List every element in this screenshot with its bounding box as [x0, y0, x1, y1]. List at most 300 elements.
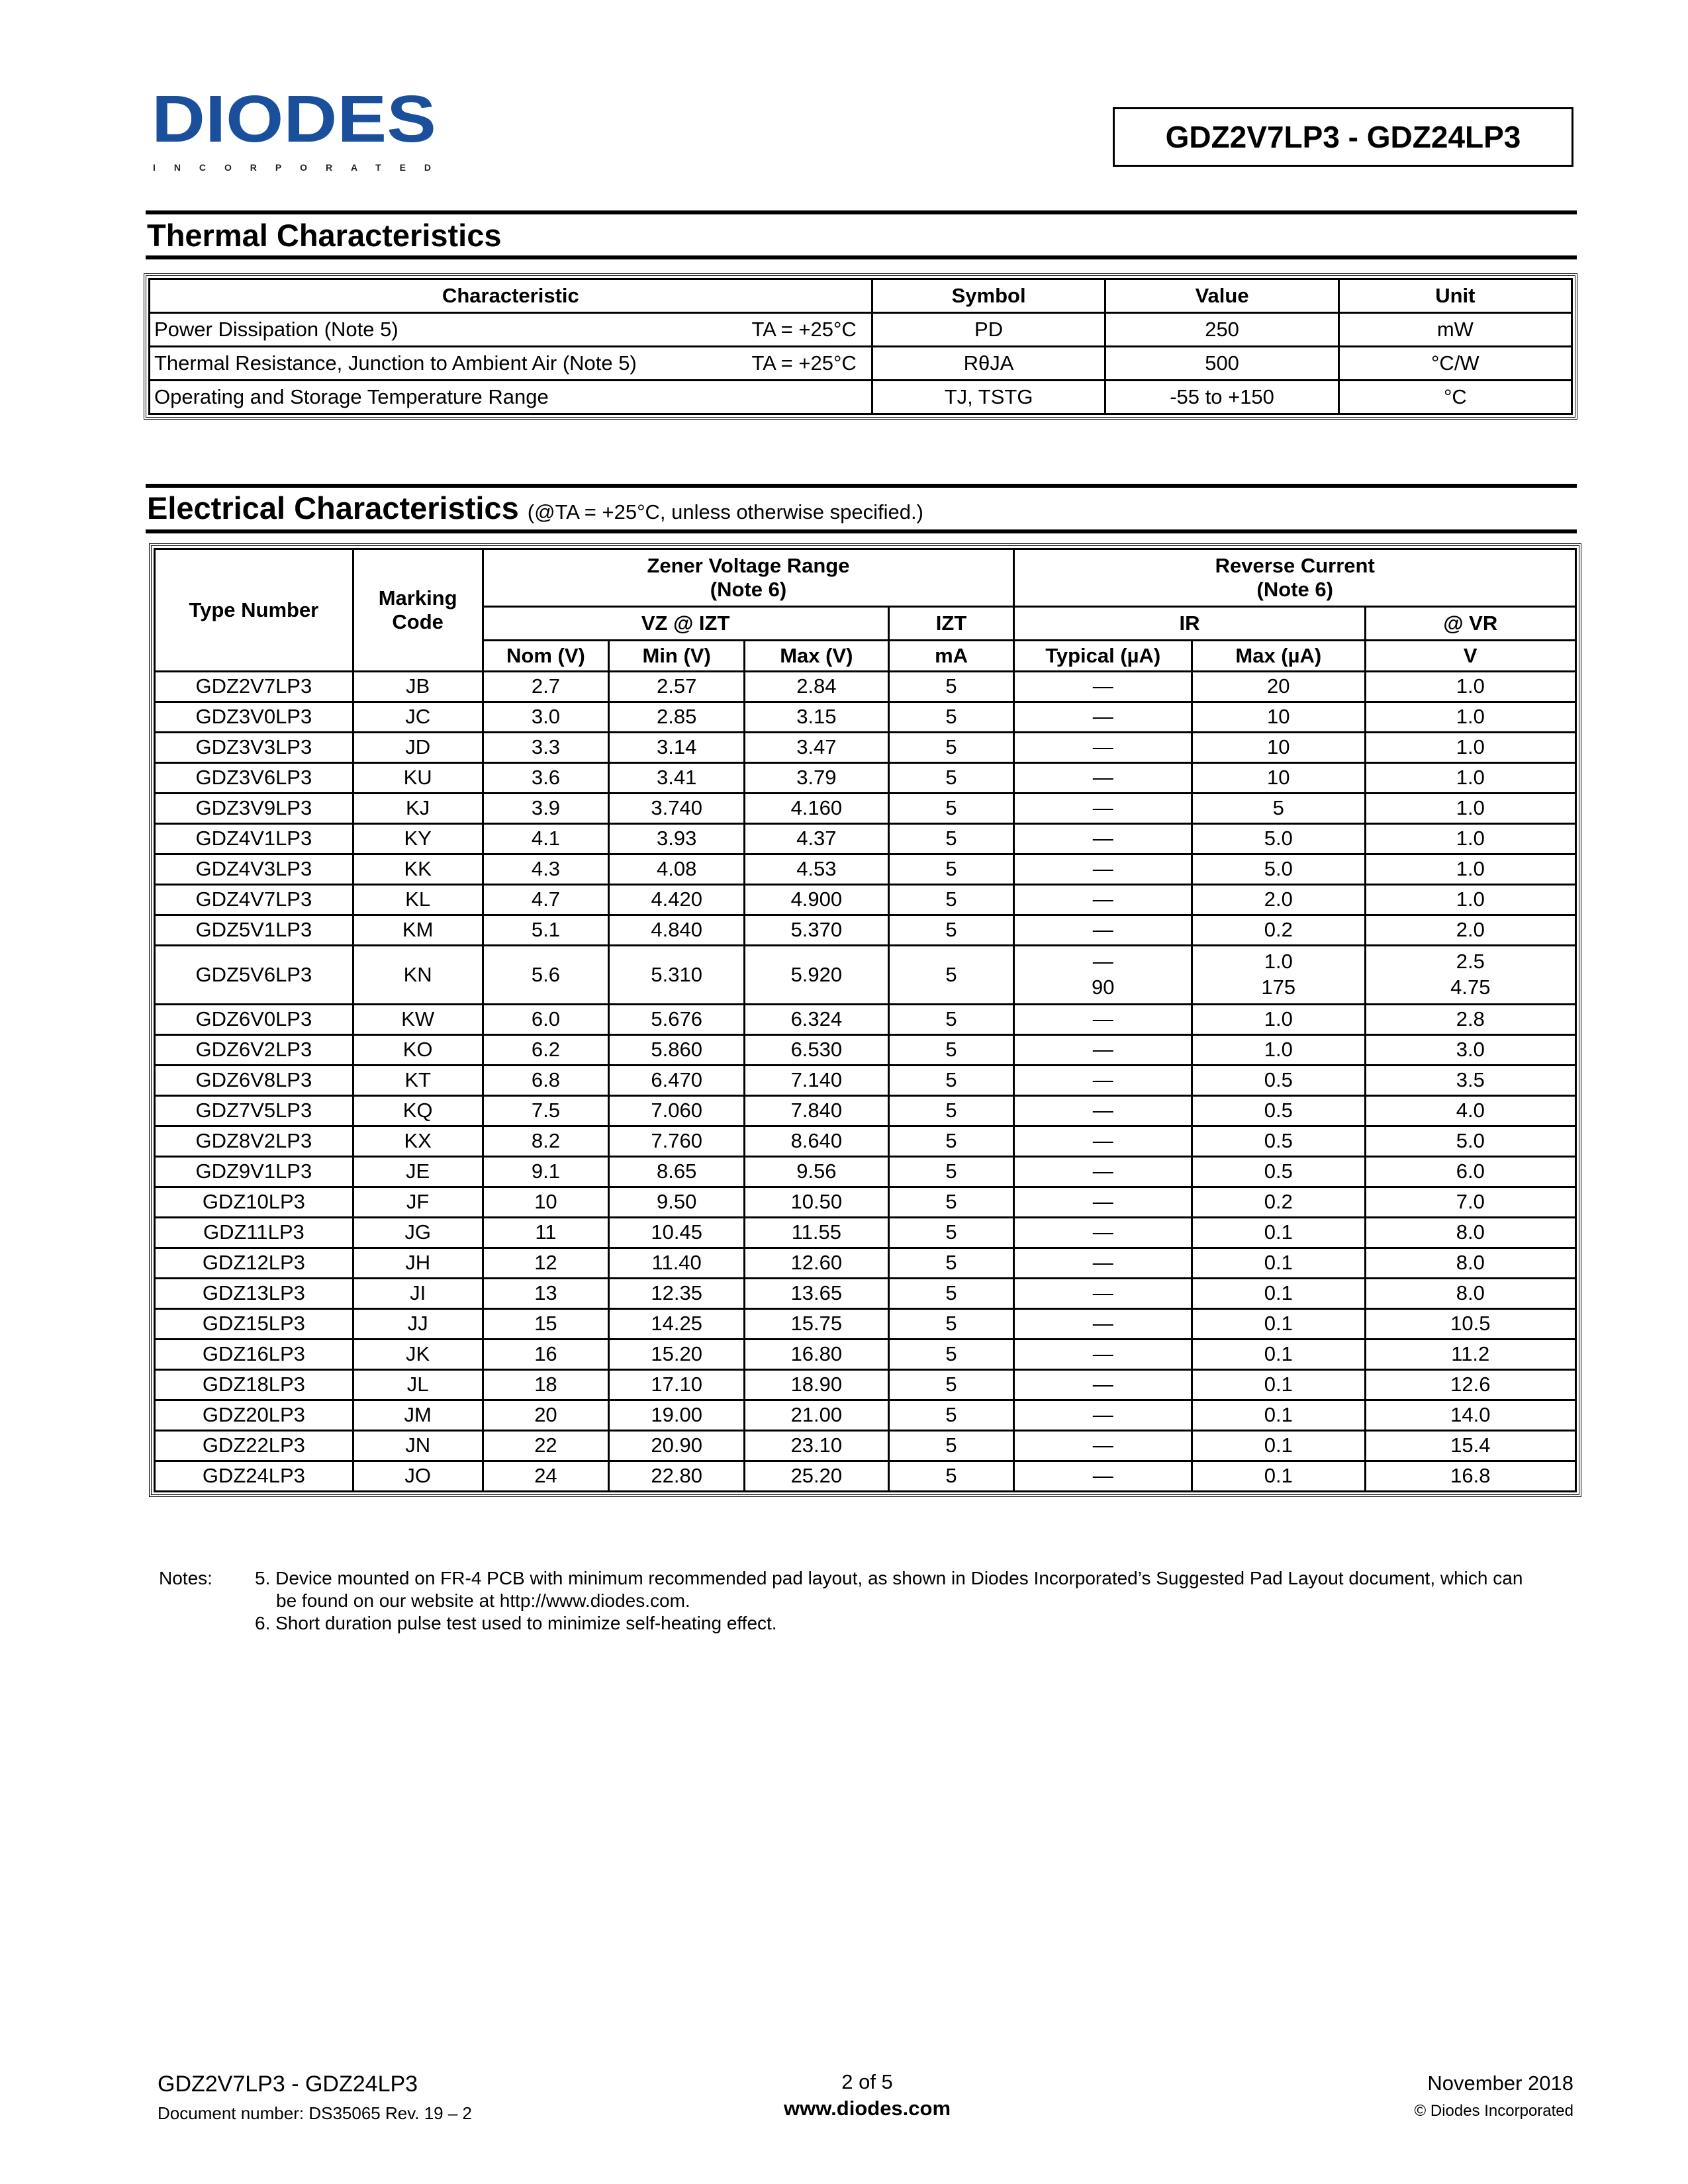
condition-text: TA = +25°C: [751, 351, 857, 375]
vz-max-cell: 16.80: [745, 1340, 889, 1370]
unit-cell: mW: [1338, 313, 1571, 347]
izt-cell: 5: [888, 763, 1014, 794]
marking-code-cell: JM: [353, 1400, 483, 1431]
vr-cell: 4.0: [1365, 1096, 1575, 1126]
type-number-cell: GDZ3V3LP3: [155, 733, 353, 763]
vr-cell: 2.8: [1365, 1005, 1575, 1035]
vr-cell: 1.0: [1365, 702, 1575, 733]
ir-typical-cell: —: [1014, 854, 1192, 885]
group-label: Reverse Current: [1215, 554, 1375, 577]
vz-nom-cell: 4.3: [483, 854, 609, 885]
type-number-cell: GDZ6V0LP3: [155, 1005, 353, 1035]
izt-cell: 5: [888, 1096, 1014, 1126]
marking-code-cell: KY: [353, 824, 483, 854]
table-row: [155, 1400, 1576, 1431]
vr-cell: 8.0: [1365, 1218, 1575, 1248]
marking-code-cell: JL: [353, 1370, 483, 1400]
ir-max-value: 1.0: [1264, 950, 1293, 974]
ir-max-cell: 0.1: [1192, 1461, 1366, 1492]
table-row: [155, 1035, 1576, 1066]
col-vz-izt: VZ @ IZT: [483, 607, 888, 641]
izt-cell: 5: [888, 1035, 1014, 1066]
table-row: [155, 733, 1576, 763]
table-row: [155, 763, 1576, 794]
vz-min-cell: 7.760: [609, 1126, 745, 1157]
vz-nom-cell: 5.6: [483, 946, 609, 1005]
type-number-cell: GDZ4V3LP3: [155, 854, 353, 885]
ir-max-cell: 10: [1192, 702, 1366, 733]
table-row: [155, 1218, 1576, 1248]
vz-nom-cell: 24: [483, 1461, 609, 1492]
vz-min-cell: 12.35: [609, 1279, 745, 1309]
type-number-cell: GDZ3V0LP3: [155, 702, 353, 733]
ir-typical-cell: —: [1014, 794, 1192, 824]
izt-cell: 5: [888, 1126, 1014, 1157]
vz-min-cell: 7.060: [609, 1096, 745, 1126]
ir-typical-cell: —: [1014, 824, 1192, 854]
symbol-cell: RθJA: [872, 347, 1105, 381]
col-max: Max (V): [745, 641, 889, 672]
ir-max-cell: 1.0: [1192, 1005, 1366, 1035]
vz-nom-cell: 9.1: [483, 1157, 609, 1187]
characteristic-cell: [150, 347, 872, 381]
marking-code-cell: JF: [353, 1187, 483, 1218]
marking-code-cell: KT: [353, 1066, 483, 1096]
vr-value: 4.75: [1450, 976, 1491, 999]
unit-cell: °C: [1338, 381, 1571, 414]
characteristic-text: Thermal Resistance, Junction to Ambient Air (Note 5): [154, 351, 637, 375]
marking-code-cell: JO: [353, 1461, 483, 1492]
ir-typical-cell: —: [1014, 702, 1192, 733]
vz-max-cell: 18.90: [745, 1370, 889, 1400]
table-row: [155, 1431, 1576, 1461]
table-row: [155, 1248, 1576, 1279]
marking-code-cell: KQ: [353, 1096, 483, 1126]
vz-nom-cell: 2.7: [483, 672, 609, 702]
ir-typical-cell: —: [1014, 1248, 1192, 1279]
vr-cell: 14.0: [1365, 1400, 1575, 1431]
thermal-heading: Thermal Characteristics: [147, 218, 502, 253]
vz-nom-cell: 18: [483, 1370, 609, 1400]
type-number-cell: GDZ4V1LP3: [155, 824, 353, 854]
marking-code-cell: JE: [353, 1157, 483, 1187]
type-number-cell: GDZ8V2LP3: [155, 1126, 353, 1157]
vz-max-cell: 6.530: [745, 1035, 889, 1066]
ir-max-cell: 2.0: [1192, 885, 1366, 915]
ir-max-cell: 0.5: [1192, 1096, 1366, 1126]
col-symbol: Symbol: [872, 279, 1105, 313]
vz-max-cell: 3.79: [745, 763, 889, 794]
type-number-cell: GDZ24LP3: [155, 1461, 353, 1492]
ir-typical-value: —: [1092, 950, 1113, 974]
ir-max-cell: [1192, 946, 1366, 1005]
vr-cell: 1.0: [1365, 763, 1575, 794]
ir-typical-cell: —: [1014, 1157, 1192, 1187]
izt-cell: 5: [888, 794, 1014, 824]
vz-max-cell: 21.00: [745, 1400, 889, 1431]
ir-typical-cell: —: [1014, 1126, 1192, 1157]
footer-page: 2 of 5: [841, 2070, 893, 2093]
vr-cell: 1.0: [1365, 824, 1575, 854]
table-row: [155, 1157, 1576, 1187]
table-row: [155, 1279, 1576, 1309]
vr-value: 2.5: [1456, 950, 1485, 974]
vz-max-cell: 25.20: [745, 1461, 889, 1492]
electrical-title: Electrical Characteristics: [147, 490, 519, 525]
ir-typical-value: 90: [1091, 976, 1115, 999]
vz-max-cell: 3.15: [745, 702, 889, 733]
table-row: [155, 1370, 1576, 1400]
vz-min-cell: 6.470: [609, 1066, 745, 1096]
vr-cell: 3.0: [1365, 1035, 1575, 1066]
ir-max-cell: 0.2: [1192, 915, 1366, 946]
izt-cell: 5: [888, 1066, 1014, 1096]
type-number-cell: GDZ9V1LP3: [155, 1157, 353, 1187]
vz-min-cell: 17.10: [609, 1370, 745, 1400]
symbol-cell: PD: [872, 313, 1105, 347]
marking-code-cell: JB: [353, 672, 483, 702]
ir-typical-cell: —: [1014, 1035, 1192, 1066]
ir-typical-cell: —: [1014, 1279, 1192, 1309]
table-header-row: [155, 549, 1576, 607]
ir-max-cell: 0.2: [1192, 1187, 1366, 1218]
ir-typical-cell: —: [1014, 1431, 1192, 1461]
marking-code-cell: KM: [353, 915, 483, 946]
note-5: 5. Device mounted on FR-4 PCB with minimum recommended pad layout, as shown in Diodes Incorporated’s Suggested Pad Layout document, which can: [255, 1568, 1523, 1588]
group-note: (Note 6): [1256, 578, 1333, 601]
divider: [146, 484, 1577, 488]
izt-cell: 5: [888, 672, 1014, 702]
vz-max-cell: 4.900: [745, 885, 889, 915]
value-cell: 500: [1105, 347, 1338, 381]
type-number-cell: GDZ20LP3: [155, 1400, 353, 1431]
izt-cell: 5: [888, 1431, 1014, 1461]
ir-typical-cell: —: [1014, 1461, 1192, 1492]
vr-cell: 2.0: [1365, 915, 1575, 946]
col-unit: Unit: [1338, 279, 1571, 313]
col-v: V: [1365, 641, 1575, 672]
vz-nom-cell: 16: [483, 1340, 609, 1370]
ir-max-cell: 20: [1192, 672, 1366, 702]
vz-nom-cell: 7.5: [483, 1096, 609, 1126]
vz-min-cell: 10.45: [609, 1218, 745, 1248]
izt-cell: 5: [888, 854, 1014, 885]
type-number-cell: GDZ11LP3: [155, 1218, 353, 1248]
vz-min-cell: 5.676: [609, 1005, 745, 1035]
izt-cell: 5: [888, 915, 1014, 946]
svg-text:DIODES: DIODES: [152, 90, 436, 156]
condition-text: TA = +25°C: [751, 318, 857, 341]
vr-cell: 1.0: [1365, 854, 1575, 885]
izt-cell: 5: [888, 1370, 1014, 1400]
characteristic-cell: [150, 313, 872, 347]
table-row: [155, 702, 1576, 733]
table-row: [155, 1340, 1576, 1370]
type-number-cell: GDZ2V7LP3: [155, 672, 353, 702]
izt-cell: 5: [888, 824, 1014, 854]
footer-doc-number: Document number: DS35065 Rev. 19 – 2: [158, 2103, 473, 2123]
marking-code-cell: JK: [353, 1340, 483, 1370]
vz-nom-cell: 8.2: [483, 1126, 609, 1157]
characteristic-text: Power Dissipation (Note 5): [154, 318, 399, 341]
marking-code-cell: KK: [353, 854, 483, 885]
footer-website-link[interactable]: www.diodes.com: [783, 2097, 951, 2120]
ir-max-cell: 5: [1192, 794, 1366, 824]
vz-max-cell: 6.324: [745, 1005, 889, 1035]
vz-min-cell: 3.41: [609, 763, 745, 794]
col-characteristic: Characteristic: [150, 279, 872, 313]
ir-typical-cell: —: [1014, 1005, 1192, 1035]
vz-max-cell: 8.640: [745, 1126, 889, 1157]
vz-max-cell: 13.65: [745, 1279, 889, 1309]
izt-cell: 5: [888, 1309, 1014, 1340]
vz-max-cell: 4.160: [745, 794, 889, 824]
izt-cell: 5: [888, 885, 1014, 915]
ir-typical-cell: —: [1014, 733, 1192, 763]
table-row: [155, 1309, 1576, 1340]
ir-max-cell: 0.1: [1192, 1431, 1366, 1461]
ir-max-cell: 0.1: [1192, 1400, 1366, 1431]
vz-min-cell: 19.00: [609, 1400, 745, 1431]
vz-min-cell: 22.80: [609, 1461, 745, 1492]
divider: [146, 255, 1577, 259]
vr-cell: [1365, 946, 1575, 1005]
col-value: Value: [1105, 279, 1338, 313]
table-row: [155, 1066, 1576, 1096]
ir-typical-cell: —: [1014, 1187, 1192, 1218]
izt-cell: 5: [888, 1187, 1014, 1218]
vz-min-cell: 4.420: [609, 885, 745, 915]
izt-cell: 5: [888, 702, 1014, 733]
izt-cell: 5: [888, 946, 1014, 1005]
vz-min-cell: 4.08: [609, 854, 745, 885]
thermal-table: [144, 273, 1577, 420]
ir-max-cell: 0.1: [1192, 1340, 1366, 1370]
vz-min-cell: 9.50: [609, 1187, 745, 1218]
izt-cell: 5: [888, 1340, 1014, 1370]
marking-code-cell: JN: [353, 1431, 483, 1461]
col-max-ua: Max (µA): [1192, 641, 1366, 672]
marking-code-cell: KU: [353, 763, 483, 794]
ir-max-cell: 5.0: [1192, 854, 1366, 885]
vz-nom-cell: 5.1: [483, 915, 609, 946]
table-row: [150, 381, 1572, 414]
vz-min-cell: 3.740: [609, 794, 745, 824]
vz-nom-cell: 6.2: [483, 1035, 609, 1066]
type-number-cell: GDZ10LP3: [155, 1187, 353, 1218]
ir-typical-cell: —: [1014, 1370, 1192, 1400]
electrical-heading: [147, 490, 923, 526]
footer-copyright: © Diodes Incorporated: [1414, 2102, 1573, 2120]
divider: [146, 529, 1577, 533]
vr-cell: 15.4: [1365, 1431, 1575, 1461]
marking-code-cell: KN: [353, 946, 483, 1005]
vr-cell: 16.8: [1365, 1461, 1575, 1492]
vz-min-cell: 5.860: [609, 1035, 745, 1066]
vr-cell: 10.5: [1365, 1309, 1575, 1340]
note-6: 6. Short duration pulse test used to minimize self-heating effect.: [255, 1613, 777, 1633]
marking-code-cell: JH: [353, 1248, 483, 1279]
diodes-logo: [152, 90, 443, 173]
marking-code-cell: JG: [353, 1218, 483, 1248]
ir-typical-cell: —: [1014, 763, 1192, 794]
ir-max-cell: 0.5: [1192, 1066, 1366, 1096]
svg-text:INCORPORATED: INCORPORATED: [153, 162, 431, 173]
vz-max-cell: 23.10: [745, 1431, 889, 1461]
table-row: [155, 794, 1576, 824]
type-number-cell: GDZ5V6LP3: [155, 946, 353, 1005]
marking-code-cell: JJ: [353, 1309, 483, 1340]
table-row: [155, 885, 1576, 915]
marking-code-cell: KO: [353, 1035, 483, 1066]
col-at-vr: @ VR: [1365, 607, 1575, 641]
group-note: (Note 6): [710, 578, 787, 601]
type-number-cell: GDZ6V2LP3: [155, 1035, 353, 1066]
type-number-cell: GDZ22LP3: [155, 1431, 353, 1461]
part-range-title: GDZ2V7LP3 - GDZ24LP3: [1113, 107, 1573, 167]
vr-cell: 5.0: [1365, 1126, 1575, 1157]
type-number-cell: GDZ16LP3: [155, 1340, 353, 1370]
ir-max-value: 175: [1261, 976, 1296, 999]
vz-min-cell: 8.65: [609, 1157, 745, 1187]
vr-cell: 3.5: [1365, 1066, 1575, 1096]
vz-max-cell: 3.47: [745, 733, 889, 763]
unit-cell: °C/W: [1338, 347, 1571, 381]
vz-max-cell: 9.56: [745, 1157, 889, 1187]
vz-min-cell: 20.90: [609, 1431, 745, 1461]
izt-cell: 5: [888, 1218, 1014, 1248]
ir-typical-cell: —: [1014, 1218, 1192, 1248]
type-number-cell: GDZ12LP3: [155, 1248, 353, 1279]
table-row: [155, 946, 1576, 1005]
col-ir: IR: [1014, 607, 1365, 641]
vz-min-cell: 4.840: [609, 915, 745, 946]
col-izt: IZT: [888, 607, 1014, 641]
vz-max-cell: 5.370: [745, 915, 889, 946]
ir-max-cell: 0.1: [1192, 1370, 1366, 1400]
vr-cell: 11.2: [1365, 1340, 1575, 1370]
vz-nom-cell: 3.3: [483, 733, 609, 763]
marking-code-cell: JI: [353, 1279, 483, 1309]
vz-max-cell: 2.84: [745, 672, 889, 702]
marking-code-cell: KX: [353, 1126, 483, 1157]
col-nom: Nom (V): [483, 641, 609, 672]
col-min: Min (V): [609, 641, 745, 672]
marking-code-cell: KJ: [353, 794, 483, 824]
electrical-table: [149, 543, 1581, 1497]
marking-code-cell: KL: [353, 885, 483, 915]
ir-typical-cell: [1014, 946, 1192, 1005]
vz-max-cell: 11.55: [745, 1218, 889, 1248]
notes: [159, 1567, 1605, 1635]
vr-cell: 1.0: [1365, 672, 1575, 702]
ir-max-cell: 10: [1192, 763, 1366, 794]
ir-typical-cell: —: [1014, 1066, 1192, 1096]
vz-min-cell: 11.40: [609, 1248, 745, 1279]
vz-max-cell: 10.50: [745, 1187, 889, 1218]
type-number-cell: GDZ18LP3: [155, 1370, 353, 1400]
footer-part-range: GDZ2V7LP3 - GDZ24LP3: [158, 2071, 418, 2097]
type-number-cell: GDZ7V5LP3: [155, 1096, 353, 1126]
vz-nom-cell: 4.7: [483, 885, 609, 915]
marking-code-cell: JD: [353, 733, 483, 763]
marking-code-cell: KW: [353, 1005, 483, 1035]
izt-cell: 5: [888, 1157, 1014, 1187]
vz-nom-cell: 11: [483, 1218, 609, 1248]
vz-max-cell: 5.920: [745, 946, 889, 1005]
vz-max-cell: 4.53: [745, 854, 889, 885]
electrical-subtitle: (@TA = +25°C, unless otherwise specified.): [527, 500, 923, 523]
ir-max-cell: 0.5: [1192, 1126, 1366, 1157]
group-zener-voltage: [483, 549, 1014, 607]
table-row: [155, 1096, 1576, 1126]
ir-typical-cell: —: [1014, 1309, 1192, 1340]
vr-cell: 1.0: [1365, 733, 1575, 763]
table-row: [150, 313, 1572, 347]
vz-max-cell: 15.75: [745, 1309, 889, 1340]
marking-code-cell: JC: [353, 702, 483, 733]
footer-date: November 2018: [1427, 2071, 1573, 2095]
table-row: [155, 915, 1576, 946]
izt-cell: 5: [888, 733, 1014, 763]
value-cell: 250: [1105, 313, 1338, 347]
vz-nom-cell: 6.0: [483, 1005, 609, 1035]
symbol-cell: TJ, TSTG: [872, 381, 1105, 414]
izt-cell: 5: [888, 1400, 1014, 1431]
vz-max-cell: 12.60: [745, 1248, 889, 1279]
table-row: [155, 1005, 1576, 1035]
vz-nom-cell: 13: [483, 1279, 609, 1309]
table-row: [155, 854, 1576, 885]
group-reverse-current: [1014, 549, 1576, 607]
vr-cell: 7.0: [1365, 1187, 1575, 1218]
vz-min-cell: 14.25: [609, 1309, 745, 1340]
ir-typical-cell: —: [1014, 672, 1192, 702]
group-label: Zener Voltage Range: [647, 554, 850, 577]
vz-min-cell: 2.57: [609, 672, 745, 702]
ir-max-cell: 0.1: [1192, 1309, 1366, 1340]
table-header-row: [150, 279, 1572, 313]
notes-label: Notes:: [159, 1568, 212, 1588]
note-5-cont: be found on our website at http://www.diodes.com.: [276, 1590, 690, 1611]
characteristic-cell: [150, 381, 872, 414]
type-number-cell: GDZ15LP3: [155, 1309, 353, 1340]
vz-min-cell: 3.93: [609, 824, 745, 854]
table-row: [155, 1187, 1576, 1218]
vz-nom-cell: 3.0: [483, 702, 609, 733]
type-number-cell: GDZ13LP3: [155, 1279, 353, 1309]
divider: [146, 210, 1577, 214]
vz-min-cell: 15.20: [609, 1340, 745, 1370]
ir-max-cell: 5.0: [1192, 824, 1366, 854]
ir-typical-cell: —: [1014, 1400, 1192, 1431]
izt-cell: 5: [888, 1279, 1014, 1309]
vz-max-cell: 7.840: [745, 1096, 889, 1126]
vz-nom-cell: 4.1: [483, 824, 609, 854]
vz-nom-cell: 6.8: [483, 1066, 609, 1096]
col-type-number: Type Number: [155, 549, 353, 672]
type-number-cell: GDZ4V7LP3: [155, 885, 353, 915]
type-number-cell: GDZ3V6LP3: [155, 763, 353, 794]
ir-typical-cell: —: [1014, 915, 1192, 946]
ir-typical-cell: —: [1014, 885, 1192, 915]
col-ma: mA: [888, 641, 1014, 672]
table-row: [155, 672, 1576, 702]
vz-min-cell: 5.310: [609, 946, 745, 1005]
col-marking-code: Marking Code: [353, 549, 483, 672]
characteristic-text: Operating and Storage Temperature Range: [154, 385, 549, 408]
vz-nom-cell: 12: [483, 1248, 609, 1279]
